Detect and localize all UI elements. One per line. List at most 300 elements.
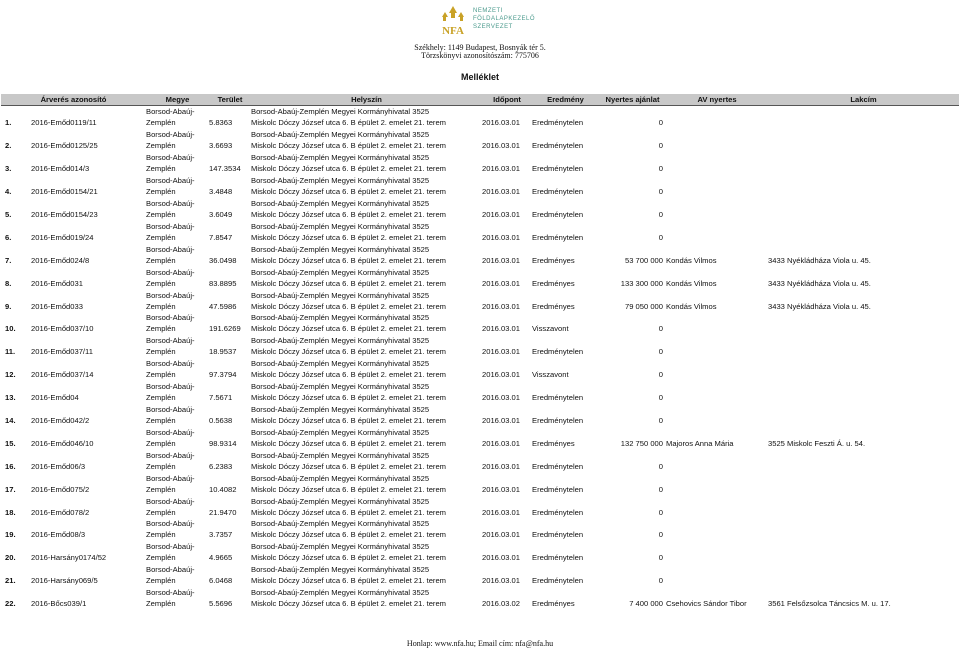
- cell-address: [768, 563, 959, 586]
- cell-county-text: Zemplén: [146, 347, 176, 357]
- auction-id: 2016-Emőd019/24: [31, 232, 94, 242]
- cell-place: [251, 586, 482, 609]
- cell-result: [532, 220, 599, 243]
- cell-county-text: Borsod-Abaúj-: [146, 176, 195, 186]
- row-number: 17.: [5, 484, 16, 494]
- cell-address-text: 3433 Nyékládháza Viola u. 45.: [768, 301, 871, 311]
- cell-area-text: 147.3534: [209, 164, 241, 174]
- cell-address: [768, 289, 959, 312]
- cell-county: [146, 266, 209, 289]
- auction-id: 2016-Emőd08/3: [31, 530, 86, 540]
- cell-address-text: 3525 Miskolc Feszti Á. u. 54.: [768, 438, 866, 448]
- cell-area: [209, 197, 251, 220]
- cell-address: [768, 220, 959, 243]
- table-row: [1, 220, 959, 243]
- cell-address: [768, 586, 959, 609]
- org-line: SZERVEZET: [473, 24, 513, 30]
- row-number: 2.: [5, 141, 12, 151]
- cell-county-text: Borsod-Abaúj-: [146, 130, 195, 140]
- cell-winner: [666, 472, 768, 495]
- cell-county-text: Zemplén: [146, 461, 176, 471]
- cell-date: [482, 495, 532, 518]
- cell-result-text: Eredménytelen: [532, 553, 584, 563]
- cell-county-text: Zemplén: [146, 209, 176, 219]
- cell-county-text: Zemplén: [146, 370, 176, 380]
- cell-place-text: Miskolc Dóczy József utca 6. B épület 2. emelet 21. terem: [251, 255, 446, 265]
- table-row: [1, 289, 959, 312]
- cell-result: [532, 449, 599, 472]
- cell-bid: [599, 106, 666, 129]
- cell-area-text: 3.7357: [209, 530, 233, 540]
- cell-area: [209, 289, 251, 312]
- row-number: 15.: [5, 438, 16, 448]
- cell-county-text: Borsod-Abaúj-: [146, 153, 195, 163]
- cell-bid-text: 0: [658, 415, 663, 425]
- cell-winner: [666, 403, 768, 426]
- cell-bid: [599, 426, 666, 449]
- cell-county-text: Borsod-Abaúj-: [146, 496, 195, 506]
- cell-place: [251, 266, 482, 289]
- cell-county: [146, 449, 209, 472]
- cell-result-text: Eredményes: [532, 301, 575, 311]
- cell-date-text: 2016.03.01: [482, 438, 521, 448]
- cell-date-text: 2016.03.01: [482, 507, 521, 517]
- cell-bid-text: 0: [658, 507, 663, 517]
- cell-county-text: Borsod-Abaúj-: [146, 473, 195, 483]
- cell-bid: [599, 243, 666, 266]
- cell-county: [146, 357, 209, 380]
- cell-winner: [666, 518, 768, 541]
- cell-date-text: 2016.03.01: [482, 393, 521, 403]
- cell-area-text: 7.5671: [209, 393, 233, 403]
- cell-place-text: Miskolc Dóczy József utca 6. B épület 2. emelet 21. terem: [251, 576, 446, 586]
- cell-date-text: 2016.03.01: [482, 164, 521, 174]
- cell-county: [146, 312, 209, 335]
- auction-id: 2016-Emőd0119/11: [31, 118, 97, 128]
- cell-date: [482, 380, 532, 403]
- cell-county: [146, 518, 209, 541]
- cell-address: [768, 518, 959, 541]
- table-row: [1, 449, 959, 472]
- cell-winner: [666, 312, 768, 335]
- auction-id: 2016-Emőd04: [31, 393, 79, 403]
- cell-place-text: Borsod-Abaúj-Zemplén Megyei Kormányhivatal 3525: [251, 565, 430, 575]
- cell-bid-text: 0: [658, 576, 663, 586]
- cell-place: [251, 334, 482, 357]
- cell-date: [482, 151, 532, 174]
- cell-address: [768, 495, 959, 518]
- cell-address-text: 3561 Felsőzsolca Táncsics M. u. 17.: [768, 599, 891, 609]
- cell-date: [482, 586, 532, 609]
- cell-area-text: 6.2383: [209, 461, 233, 471]
- cell-date: [482, 197, 532, 220]
- cell-area: [209, 220, 251, 243]
- cell-area: [209, 128, 251, 151]
- cell-auction-id: [1, 403, 146, 426]
- cell-county-text: Borsod-Abaúj-: [146, 519, 195, 529]
- cell-place-text: Miskolc Dóczy József utca 6. B épület 2. emelet 21. terem: [251, 507, 446, 517]
- cell-date: [482, 449, 532, 472]
- cell-date-text: 2016.03.01: [482, 278, 521, 288]
- cell-place-text: Borsod-Abaúj-Zemplén Megyei Kormányhivatal 3525: [251, 290, 430, 300]
- cell-county: [146, 151, 209, 174]
- cell-result-text: Eredményes: [532, 278, 575, 288]
- cell-county-text: Borsod-Abaúj-: [146, 542, 195, 552]
- cell-result-text: Eredményes: [532, 255, 575, 265]
- cell-date-text: 2016.03.01: [482, 461, 521, 471]
- cell-auction-id: [1, 151, 146, 174]
- cell-place: [251, 151, 482, 174]
- cell-place-text: Miskolc Dóczy József utca 6. B épület 2. emelet 21. terem: [251, 232, 446, 242]
- cell-area-text: 4.9665: [209, 553, 233, 563]
- cell-county-text: Zemplén: [146, 576, 176, 586]
- cell-place: [251, 289, 482, 312]
- cell-county: [146, 243, 209, 266]
- cell-address: [768, 197, 959, 220]
- cell-place-text: Borsod-Abaúj-Zemplén Megyei Kormányhivatal 3525: [251, 542, 430, 552]
- cell-county: [146, 106, 209, 129]
- cell-area: [209, 540, 251, 563]
- cell-result-text: Eredménytelen: [532, 164, 584, 174]
- row-number: 20.: [5, 553, 16, 563]
- header-address: Székhely: 1149 Budapest, Bosnyák tér 5.: [414, 43, 546, 52]
- cell-date: [482, 472, 532, 495]
- table-row: [1, 518, 959, 541]
- table-row: [1, 174, 959, 197]
- cell-place-text: Borsod-Abaúj-Zemplén Megyei Kormányhivatal 3525: [251, 473, 430, 483]
- table-header-row: [1, 94, 959, 106]
- cell-area-text: 10.4082: [209, 484, 237, 494]
- cell-address: [768, 243, 959, 266]
- cell-result-text: Eredménytelen: [532, 347, 584, 357]
- nfa-logo: [405, 4, 555, 42]
- cell-county-text: Borsod-Abaúj-: [146, 382, 195, 392]
- cell-date-text: 2016.03.02: [482, 599, 521, 609]
- cell-result-text: Eredménytelen: [532, 530, 584, 540]
- cell-date-text: 2016.03.01: [482, 415, 521, 425]
- cell-area: [209, 312, 251, 335]
- auction-id: 2016-Emőd0154/21: [31, 187, 98, 197]
- cell-bid-text: 0: [658, 347, 663, 357]
- cell-bid: [599, 334, 666, 357]
- auction-id: 2016-Emőd033: [31, 301, 83, 311]
- cell-date: [482, 128, 532, 151]
- cell-address: [768, 449, 959, 472]
- cell-area-text: 3.6049: [209, 209, 233, 219]
- row-number: 7.: [5, 255, 12, 265]
- cell-area-text: 83.8895: [209, 278, 237, 288]
- cell-winner: [666, 495, 768, 518]
- cell-auction-id: [1, 357, 146, 380]
- cell-auction-id: [1, 495, 146, 518]
- cell-bid: [599, 472, 666, 495]
- cell-auction-id: [1, 426, 146, 449]
- cell-place-text: Borsod-Abaúj-Zemplén Megyei Kormányhivatal 3525: [251, 198, 430, 208]
- cell-auction-id: [1, 220, 146, 243]
- cell-area-text: 21.9470: [209, 507, 237, 517]
- cell-area: [209, 472, 251, 495]
- auction-id: 2016-Harsány069/5: [31, 576, 98, 586]
- cell-place-text: Borsod-Abaúj-Zemplén Megyei Kormányhivatal 3525: [251, 382, 430, 392]
- cell-date: [482, 174, 532, 197]
- row-number: 14.: [5, 415, 16, 425]
- cell-winner: [666, 563, 768, 586]
- cell-winner: [666, 106, 768, 129]
- cell-date-text: 2016.03.01: [482, 232, 521, 242]
- cell-winner-text: Csehovics Sándor Tibor: [666, 599, 747, 609]
- auction-id: 2016-Emőd042/2: [31, 415, 90, 425]
- cell-address: [768, 472, 959, 495]
- cell-bid-text: 0: [658, 141, 663, 151]
- row-number: 9.: [5, 301, 12, 311]
- row-number: 8.: [5, 278, 12, 288]
- cell-area-text: 97.3794: [209, 370, 237, 380]
- cell-auction-id: [1, 472, 146, 495]
- auction-id: 2016-Emőd0154/23: [31, 209, 98, 219]
- cell-bid-text: 0: [658, 232, 663, 242]
- cell-place-text: Borsod-Abaúj-Zemplén Megyei Kormányhivatal 3525: [251, 588, 430, 598]
- auction-id: 2016-Emőd031: [31, 278, 83, 288]
- cell-county-text: Borsod-Abaúj-: [146, 244, 195, 254]
- cell-date-text: 2016.03.01: [482, 370, 521, 380]
- cell-place-text: Miskolc Dóczy József utca 6. B épület 2. emelet 21. terem: [251, 530, 446, 540]
- cell-area-text: 5.8363: [209, 118, 233, 128]
- cell-auction-id: [1, 312, 146, 335]
- cell-place-text: Borsod-Abaúj-Zemplén Megyei Kormányhivatal 3525: [251, 153, 430, 163]
- cell-area: [209, 586, 251, 609]
- cell-county-text: Zemplén: [146, 415, 176, 425]
- cell-place: [251, 174, 482, 197]
- cell-auction-id: [1, 174, 146, 197]
- table-row: [1, 151, 959, 174]
- cell-result-text: Eredménytelen: [532, 141, 584, 151]
- cell-bid-text: 0: [658, 164, 663, 174]
- row-number: 3.: [5, 164, 12, 174]
- cell-place-text: Miskolc Dóczy József utca 6. B épület 2. emelet 21. terem: [251, 301, 446, 311]
- cell-bid: [599, 289, 666, 312]
- col-header: Eredmény: [532, 94, 599, 106]
- cell-area: [209, 426, 251, 449]
- cell-place-text: Borsod-Abaúj-Zemplén Megyei Kormányhivatal 3525: [251, 450, 430, 460]
- col-header: AV nyertes: [666, 94, 768, 106]
- cell-winner: [666, 266, 768, 289]
- cell-result-text: Eredménytelen: [532, 187, 584, 197]
- cell-county-text: Borsod-Abaúj-: [146, 267, 195, 277]
- cell-auction-id: [1, 334, 146, 357]
- cell-auction-id: [1, 518, 146, 541]
- cell-place: [251, 449, 482, 472]
- cell-winner: [666, 586, 768, 609]
- cell-area-text: 5.5696: [209, 599, 233, 609]
- table-row: [1, 540, 959, 563]
- cell-county-text: Zemplén: [146, 507, 176, 517]
- table-row: [1, 380, 959, 403]
- cell-bid-text: 0: [658, 370, 663, 380]
- cell-county: [146, 472, 209, 495]
- cell-place-text: Miskolc Dóczy József utca 6. B épület 2. emelet 21. terem: [251, 164, 446, 174]
- cell-auction-id: [1, 128, 146, 151]
- cell-result: [532, 312, 599, 335]
- cell-winner-text: Kondás Vilmos: [666, 255, 717, 265]
- cell-county-text: Borsod-Abaúj-: [146, 450, 195, 460]
- cell-result-text: Eredménytelen: [532, 209, 584, 219]
- cell-county: [146, 289, 209, 312]
- cell-date: [482, 312, 532, 335]
- cell-bid: [599, 540, 666, 563]
- cell-county-text: Zemplén: [146, 164, 176, 174]
- cell-county-text: Zemplén: [146, 599, 176, 609]
- org-name: [473, 7, 535, 31]
- cell-county-text: Borsod-Abaúj-: [146, 336, 195, 346]
- cell-bid: [599, 380, 666, 403]
- cell-bid: [599, 266, 666, 289]
- cell-county-text: Borsod-Abaúj-: [146, 290, 195, 300]
- cell-area: [209, 380, 251, 403]
- row-number: 1.: [5, 118, 12, 128]
- cell-winner: [666, 426, 768, 449]
- cell-result: [532, 563, 599, 586]
- cell-auction-id: [1, 243, 146, 266]
- cell-bid-text: 79 050 000: [624, 301, 663, 311]
- cell-winner: [666, 174, 768, 197]
- cell-county-text: Zemplén: [146, 484, 176, 494]
- cell-county: [146, 174, 209, 197]
- cell-bid: [599, 357, 666, 380]
- cell-place-text: Miskolc Dóczy József utca 6. B épület 2. emelet 21. terem: [251, 141, 446, 151]
- cell-place: [251, 220, 482, 243]
- cell-county: [146, 197, 209, 220]
- auction-id: 2016-Emőd06/3: [31, 461, 86, 471]
- cell-place: [251, 357, 482, 380]
- cell-county-text: Borsod-Abaúj-: [146, 565, 195, 575]
- col-header: Nyertes ajánlat: [599, 94, 666, 106]
- cell-bid: [599, 518, 666, 541]
- cell-winner-text: Kondás Vilmos: [666, 301, 717, 311]
- cell-result: [532, 243, 599, 266]
- cell-auction-id: [1, 380, 146, 403]
- cell-county: [146, 403, 209, 426]
- cell-county-text: Borsod-Abaúj-: [146, 588, 195, 598]
- cell-date-text: 2016.03.01: [482, 255, 521, 265]
- cell-winner: [666, 197, 768, 220]
- table-row: [1, 472, 959, 495]
- cell-auction-id: [1, 540, 146, 563]
- cell-date: [482, 243, 532, 266]
- cell-place-text: Borsod-Abaúj-Zemplén Megyei Kormányhivatal 3525: [251, 244, 430, 254]
- cell-bid: [599, 151, 666, 174]
- cell-winner-text: Kondás Vilmos: [666, 278, 717, 288]
- table-row: [1, 563, 959, 586]
- cell-result: [532, 518, 599, 541]
- cell-result-text: Eredménytelen: [532, 484, 584, 494]
- cell-place-text: Borsod-Abaúj-Zemplén Megyei Kormányhivatal 3525: [251, 496, 430, 506]
- col-header: Lakcím: [768, 94, 959, 106]
- cell-place-text: Borsod-Abaúj-Zemplén Megyei Kormányhivatal 3525: [251, 336, 430, 346]
- cell-result: [532, 334, 599, 357]
- auction-id: 2016-Harsány0174/52: [31, 553, 107, 563]
- cell-address: [768, 106, 959, 129]
- row-number: 19.: [5, 530, 16, 540]
- cell-county: [146, 586, 209, 609]
- row-number: 6.: [5, 232, 12, 242]
- table-row: [1, 403, 959, 426]
- cell-auction-id: [1, 449, 146, 472]
- cell-date: [482, 334, 532, 357]
- cell-county-text: Zemplén: [146, 438, 176, 448]
- cell-area-text: 191.6269: [209, 324, 241, 334]
- cell-place-text: Miskolc Dóczy József utca 6. B épület 2. emelet 21. terem: [251, 461, 446, 471]
- cell-address: [768, 403, 959, 426]
- cell-winner-text: Majoros Anna Mária: [666, 438, 734, 448]
- cell-result: [532, 472, 599, 495]
- cell-place-text: Borsod-Abaúj-Zemplén Megyei Kormányhivatal 3525: [251, 427, 430, 437]
- cell-result: [532, 289, 599, 312]
- auction-id: 2016-Emőd078/2: [31, 507, 90, 517]
- table-row: [1, 357, 959, 380]
- cell-bid: [599, 312, 666, 335]
- row-number: 13.: [5, 393, 16, 403]
- cell-date: [482, 106, 532, 129]
- cell-date: [482, 563, 532, 586]
- cell-winner: [666, 380, 768, 403]
- cell-place-text: Miskolc Dóczy József utca 6. B épület 2. emelet 21. terem: [251, 393, 446, 403]
- table-row: [1, 426, 959, 449]
- auction-id: 2016-Emőd0125/25: [31, 141, 98, 151]
- cell-result: [532, 266, 599, 289]
- cell-date: [482, 518, 532, 541]
- cell-auction-id: [1, 266, 146, 289]
- cell-area: [209, 174, 251, 197]
- cell-address-text: 3433 Nyékládháza Viola u. 45.: [768, 278, 871, 288]
- cell-winner: [666, 540, 768, 563]
- cell-auction-id: [1, 106, 146, 129]
- cell-area-text: 3.6693: [209, 141, 233, 151]
- row-number: 22.: [5, 599, 16, 609]
- col-header: Időpont: [482, 94, 532, 106]
- cell-date-text: 2016.03.01: [482, 118, 521, 128]
- cell-bid-text: 132 750 000: [620, 438, 663, 448]
- row-number: 18.: [5, 507, 16, 517]
- cell-address: [768, 312, 959, 335]
- cell-county-text: Zemplén: [146, 255, 176, 265]
- cell-result: [532, 197, 599, 220]
- cell-county: [146, 128, 209, 151]
- cell-result: [532, 403, 599, 426]
- cell-bid: [599, 586, 666, 609]
- cell-result: [532, 106, 599, 129]
- cell-area-text: 47.5986: [209, 301, 237, 311]
- cell-place-text: Miskolc Dóczy József utca 6. B épület 2. emelet 21. terem: [251, 553, 446, 563]
- cell-result: [532, 426, 599, 449]
- cell-place: [251, 403, 482, 426]
- cell-bid-text: 0: [658, 530, 663, 540]
- header-tax-id: Törzskönyvi azonosítószám: 775706: [421, 51, 539, 60]
- cell-bid: [599, 403, 666, 426]
- cell-county-text: Zemplén: [146, 553, 176, 563]
- cell-date: [482, 266, 532, 289]
- org-line: NEMZETI: [473, 8, 503, 14]
- cell-date-text: 2016.03.01: [482, 324, 521, 334]
- cell-result: [532, 495, 599, 518]
- cell-county: [146, 563, 209, 586]
- cell-date: [482, 357, 532, 380]
- cell-bid-text: 133 300 000: [620, 278, 663, 288]
- cell-area-text: 36.0498: [209, 255, 237, 265]
- cell-place-text: Miskolc Dóczy József utca 6. B épület 2. emelet 21. terem: [251, 415, 446, 425]
- cell-date: [482, 403, 532, 426]
- auction-id: 2016-Emőd075/2: [31, 484, 90, 494]
- cell-place-text: Miskolc Dóczy József utca 6. B épület 2. emelet 21. terem: [251, 438, 446, 448]
